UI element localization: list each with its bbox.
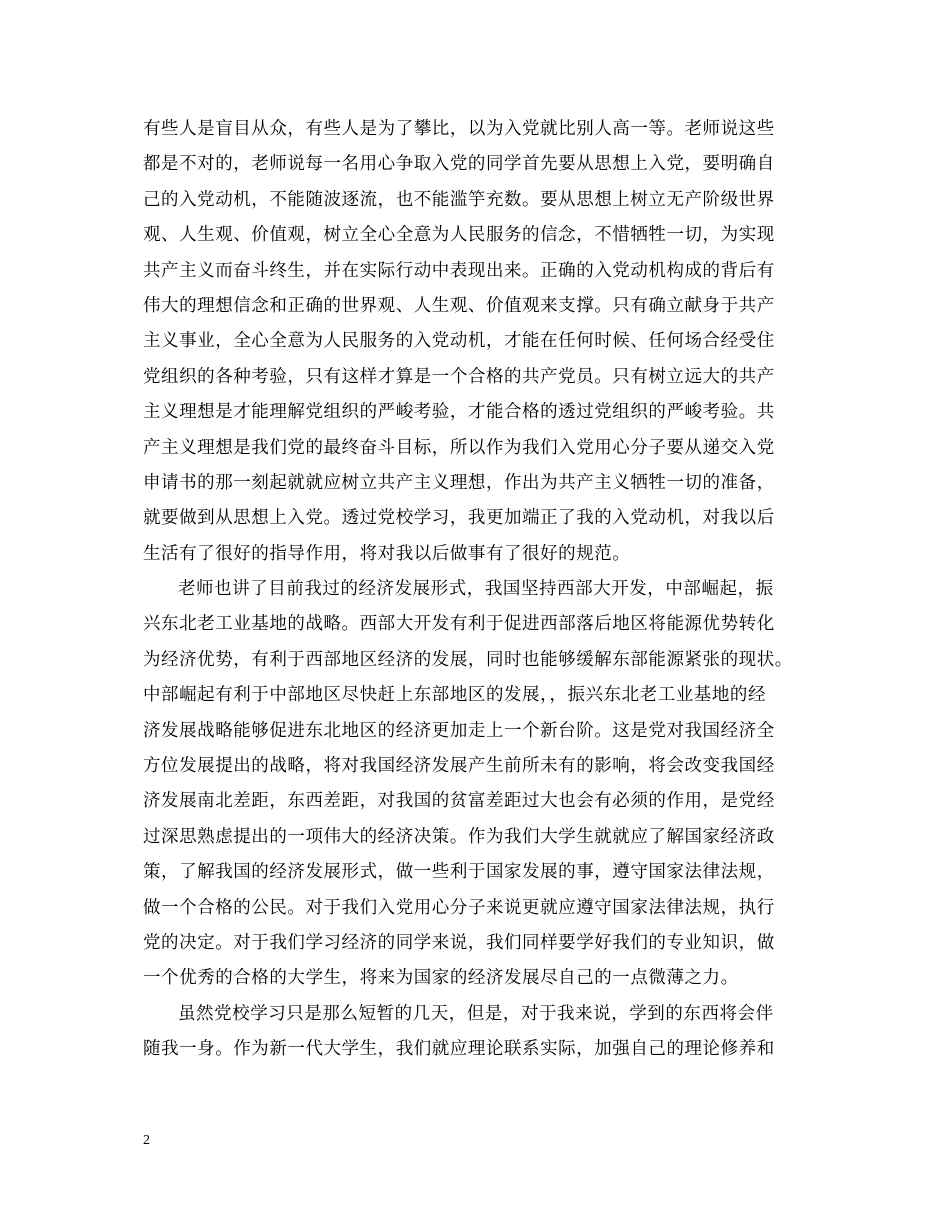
page-number: 2 bbox=[143, 1133, 150, 1148]
text-line: 党的决定。对于我们学习经济的同学来说，我们同样要学好我们的专业知识，做 bbox=[143, 932, 775, 953]
text-line: 主义事业，全心全意为人民服务的入党动机，才能在任何时候、任何场合经受住 bbox=[143, 331, 775, 352]
text-line: 观、人生观、价值观，树立全心全意为人民服务的信念，不惜牺牲一切，为实现 bbox=[143, 225, 775, 246]
text-line: 主义理想是才能理解党组织的严峻考验，才能合格的透过党组织的严峻考验。共 bbox=[143, 402, 775, 423]
text-line: 就要做到从思想上入党。透过党校学习，我更加端正了我的入党动机，对我以后 bbox=[143, 508, 775, 529]
text-line: 生活有了很好的指导作用，将对我以后做事有了很好的规范。 bbox=[143, 543, 631, 564]
text-line: 己的入党动机，不能随波逐流，也不能滥竽充数。要从思想上树立无产阶级世界 bbox=[143, 189, 775, 210]
text-line: 产主义理想是我们党的最终奋斗目标，所以作为我们入党用心分子要从递交入党 bbox=[143, 437, 775, 458]
text-line: 济发展南北差距，东西差距，对我国的贫富差距过大也会有必须的作用，是党经 bbox=[143, 791, 775, 812]
text-line: 申请书的那一刻起就就应树立共产主义理想，作出为共产主义牺牲一切的准备， bbox=[143, 472, 775, 493]
text-line: 伟大的理想信念和正确的世界观、人生观、价值观来支撑。只有确立献身于共产 bbox=[143, 295, 775, 316]
text-line: 党组织的各种考验，只有这样才算是一个合格的共产党员。只有树立远大的共产 bbox=[143, 366, 775, 387]
text-line: 策，了解我国的经济发展形式，做一些利于国家发展的事，遵守国家法律法规， bbox=[143, 862, 775, 883]
body-text bbox=[143, 112, 823, 1068]
text-line: 济发展战略能够促进东北地区的经济更加走上一个新台阶。这是党对我国经济全 bbox=[143, 720, 775, 741]
text-line: 都是不对的，老师说每一名用心争取入党的同学首先要从思想上入党，要明确自 bbox=[143, 154, 775, 175]
text-line: 共产主义而奋斗终生，并在实际行动中表现出来。正确的入党动机构成的背后有 bbox=[143, 260, 775, 281]
text-line: 为经济优势，有利于西部地区经济的发展，同时也能够缓解东部能源紧张的现状。 bbox=[143, 649, 793, 670]
text-line: 随我一身。作为新一代大学生，我们就应理论联系实际，加强自己的理论修养和 bbox=[143, 1039, 775, 1060]
text-line: 做一个合格的公民。对于我们入党用心分子来说更就应遵守国家法律法规，执行 bbox=[143, 897, 775, 918]
text-line: 一个优秀的合格的大学生，将来为国家的经济发展尽自己的一点微薄之力。 bbox=[143, 968, 739, 989]
paragraph-first-line: 老师也讲了目前我过的经济发展形式，我国坚持西部大开发，中部崛起，振 bbox=[178, 579, 774, 600]
text-line: 有些人是盲目从众，有些人是为了攀比，以为入党就比别人高一等。老师说这些 bbox=[143, 119, 775, 139]
text-line: 过深思熟虑提出的一项伟大的经济决策。作为我们大学生就就应了解国家经济政 bbox=[143, 826, 775, 847]
text-line: 兴东北老工业基地的战略。西部大开发有利于促进西部落后地区将能源优势转化 bbox=[143, 614, 775, 635]
text-line: 中部崛起有利于中部地区尽快赶上东部地区的发展，，振兴东北老工业基地的经 bbox=[143, 685, 766, 706]
text-line: 方位发展提出的战略，将对我国经济发展产生前所未有的影响，将会改变我国经 bbox=[143, 756, 775, 777]
paragraph-first-line: 虽然党校学习只是那么短暂的几天，但是，对于我来说，学到的东西将会伴 bbox=[178, 1003, 774, 1024]
